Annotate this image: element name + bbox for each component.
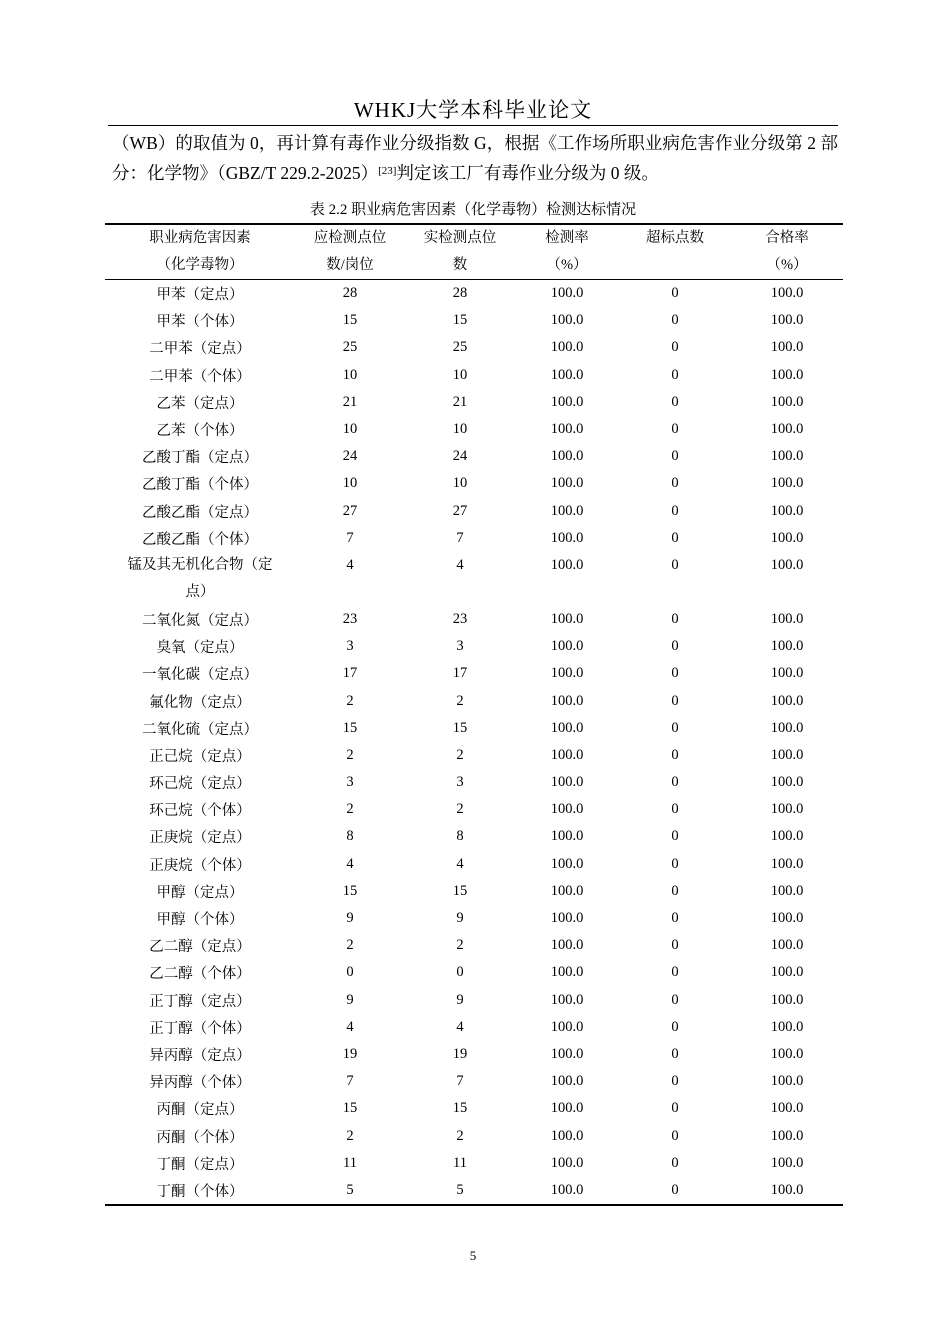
required-points-cell: 9 (346, 991, 354, 1008)
actual-points-cell: 7 (456, 1073, 464, 1090)
table-row (105, 334, 843, 361)
exceed-points-cell: 0 (671, 421, 679, 438)
required-points-cell: 10 (342, 366, 358, 383)
exceed-points-cell: 0 (671, 1100, 679, 1117)
table-row (105, 987, 843, 1014)
exceed-points-cell: 0 (671, 774, 679, 791)
exceed-points-cell: 0 (671, 1073, 679, 1090)
exceed-points-cell: 0 (671, 393, 679, 410)
required-points-cell: 15 (342, 719, 358, 736)
pass-rate-cell: 100.0 (731, 1177, 843, 1205)
actual-points-cell: 4 (456, 1018, 464, 1035)
factor-cell: 二甲苯（定点） (149, 341, 251, 358)
table-row (105, 362, 843, 389)
actual-points-cell: 21 (452, 393, 468, 410)
header-exceed-points-sub (619, 252, 731, 280)
table-caption: 表 2.2 职业病危害因素（化学毒物）检测达标情况 (309, 202, 637, 218)
actual-points-cell: 7 (456, 529, 464, 546)
factor-cell: 环己烷（个体） (149, 803, 251, 820)
header-required-points: 应检测点位 (295, 224, 405, 252)
factor-cell: 丙酮（定点） (156, 1102, 244, 1119)
required-points-cell: 11 (343, 1154, 357, 1171)
exceed-points-cell: 0 (671, 1154, 679, 1171)
table-row (105, 905, 843, 932)
required-points-cell: 15 (342, 882, 358, 899)
detection-rate-cell: 100.0 (550, 1045, 584, 1062)
detection-rate-cell: 100.0 (550, 1127, 584, 1144)
factor-cell: 异丙醇（个体） (149, 1075, 251, 1092)
detection-rate-cell: 100.0 (550, 746, 584, 763)
detection-rate-cell: 100.0 (550, 1100, 584, 1117)
actual-points-cell: 0 (456, 964, 464, 981)
actual-points-cell: 19 (452, 1045, 468, 1062)
detection-rate-cell: 100.0 (550, 964, 584, 981)
exceed-points-cell: 0 (671, 339, 679, 356)
document-header: WHKJ大学本科毕业论文 (353, 98, 593, 122)
detection-rate-cell: 100.0 (550, 312, 584, 329)
table-header-row (105, 224, 843, 252)
detection-rate-cell: 100.0 (550, 421, 584, 438)
factor-cell: 正丁醇（个体） (149, 1020, 251, 1037)
exceed-points-cell: 0 (671, 1018, 679, 1035)
pass-rate-cell: 100.0 (770, 774, 804, 791)
detection-rate-cell: 100.0 (550, 1073, 584, 1090)
exceed-points-cell: 0 (671, 312, 679, 329)
header-actual-points: 实检测点位 (405, 224, 515, 252)
pass-rate-cell: 100.0 (770, 1154, 804, 1171)
actual-points-cell: 9 (456, 991, 464, 1008)
exceed-points-cell: 0 (671, 638, 679, 655)
detection-rate-cell: 100.0 (550, 692, 584, 709)
header-rule (108, 125, 838, 126)
header-detection-rate-sub: （%） (515, 252, 619, 280)
required-points-cell: 9 (346, 910, 354, 927)
factor-cell: 正己烷（定点） (149, 748, 251, 765)
pass-rate-cell: 100.0 (770, 393, 804, 410)
pass-rate-cell: 100.0 (770, 1045, 804, 1062)
pass-rate-cell: 100.0 (770, 285, 804, 302)
detection-rate-cell: 100.0 (550, 610, 584, 627)
exceed-points-cell: 0 (671, 828, 679, 845)
exceed-points-cell: 0 (671, 448, 679, 465)
exceed-points-cell: 0 (671, 692, 679, 709)
factor-cell: 乙酸丁酯（定点） (142, 450, 258, 467)
actual-points-cell: 24 (452, 448, 468, 465)
factor-cell: 环己烷（定点） (149, 776, 251, 793)
body-paragraph (112, 128, 838, 188)
exceed-points-cell: 0 (671, 964, 679, 981)
actual-points-cell: 2 (456, 1127, 464, 1144)
header-pass-rate-sub: （%） (731, 252, 843, 280)
table-row (105, 1122, 843, 1149)
actual-points-cell: 17 (452, 665, 468, 682)
table-row (105, 389, 843, 416)
pass-rate-cell: 100.0 (770, 665, 804, 682)
detection-rate-cell: 100.0 (515, 1177, 619, 1205)
pass-rate-cell: 100.0 (770, 1100, 804, 1117)
pass-rate-cell: 100.0 (770, 991, 804, 1008)
table-row (105, 280, 843, 308)
pass-rate-cell: 100.0 (770, 475, 804, 492)
pass-rate-cell: 100.0 (770, 610, 804, 627)
exceed-points-cell: 0 (671, 1127, 679, 1144)
header-factor: 职业病危害因素 (105, 224, 295, 252)
factor-cell: 甲醇（个体） (156, 912, 244, 929)
table-row (105, 796, 843, 823)
pass-rate-cell: 100.0 (770, 692, 804, 709)
page-number: 5 (469, 1248, 477, 1263)
exceed-points-cell: 0 (671, 366, 679, 383)
pass-rate-cell: 100.0 (770, 339, 804, 356)
actual-points-cell: 8 (456, 828, 464, 845)
detection-rate-cell: 100.0 (550, 801, 584, 818)
required-points-cell: 25 (342, 339, 358, 356)
exceed-points-cell: 0 (671, 610, 679, 627)
actual-points-cell: 10 (452, 421, 468, 438)
exceed-points-cell: 0 (671, 556, 679, 573)
actual-points-cell: 27 (452, 502, 468, 519)
table-row (105, 1177, 843, 1205)
required-points-cell: 17 (342, 665, 358, 682)
required-points-cell: 19 (342, 1045, 358, 1062)
pass-rate-cell: 100.0 (770, 366, 804, 383)
factor-cell: 二氧化氮（定点） (142, 612, 258, 629)
exceed-points-cell: 0 (671, 882, 679, 899)
detection-rate-cell: 100.0 (550, 937, 584, 954)
exceed-points-cell: 0 (619, 1177, 731, 1205)
pass-rate-cell: 100.0 (770, 882, 804, 899)
factor-cell: 二甲苯（个体） (149, 368, 251, 385)
exceed-points-cell: 0 (671, 855, 679, 872)
pass-rate-cell: 100.0 (770, 801, 804, 818)
detection-rate-cell: 100.0 (550, 339, 584, 356)
exceed-points-cell: 0 (671, 991, 679, 1008)
pass-rate-cell: 100.0 (770, 1073, 804, 1090)
required-points-cell: 15 (342, 312, 358, 329)
actual-points-cell: 10 (452, 475, 468, 492)
table-row (105, 416, 843, 443)
table-row (105, 851, 843, 878)
factor-cell: 甲苯（个体） (156, 314, 244, 331)
table-row (105, 1068, 843, 1095)
header-factor-sub: （化学毒物） (105, 252, 295, 280)
exceed-points-cell: 0 (671, 529, 679, 546)
pass-rate-cell: 100.0 (770, 910, 804, 927)
table-header-row-2 (105, 252, 843, 280)
pass-rate-cell: 100.0 (770, 937, 804, 954)
exceed-points-cell: 0 (671, 719, 679, 736)
required-points-cell: 2 (346, 1127, 354, 1144)
detection-rate-cell: 100.0 (550, 285, 584, 302)
pass-rate-cell: 100.0 (770, 421, 804, 438)
factor-cell: 乙酸乙酯（个体） (142, 531, 258, 548)
pass-rate-cell: 100.0 (770, 556, 804, 573)
factor-cell: 乙二醇（定点） (149, 939, 251, 956)
actual-points-cell: 10 (452, 366, 468, 383)
detection-rate-cell: 100.0 (550, 502, 584, 519)
detection-rate-cell: 100.0 (550, 1018, 584, 1035)
table-row (105, 959, 843, 986)
actual-points-cell: 2 (456, 937, 464, 954)
detection-rate-cell: 100.0 (550, 475, 584, 492)
table-row (105, 878, 843, 905)
detection-table (105, 223, 843, 1206)
factor-cell: 一氧化碳（定点） (142, 667, 258, 684)
required-points-cell: 5 (295, 1177, 405, 1205)
actual-points-cell: 4 (456, 855, 464, 872)
detection-rate-cell: 100.0 (550, 665, 584, 682)
required-points-cell: 2 (346, 801, 354, 818)
actual-points-cell: 2 (456, 746, 464, 763)
required-points-cell: 4 (346, 855, 354, 872)
detection-rate-cell: 100.0 (550, 991, 584, 1008)
detection-rate-cell: 100.0 (550, 828, 584, 845)
table-row (105, 470, 843, 497)
required-points-cell: 15 (342, 1100, 358, 1117)
actual-points-cell: 3 (456, 638, 464, 655)
detection-rate-cell: 100.0 (550, 529, 584, 546)
pass-rate-cell: 100.0 (770, 964, 804, 981)
required-points-cell: 2 (346, 937, 354, 954)
exceed-points-cell: 0 (671, 475, 679, 492)
factor-cell: 乙苯（定点） (156, 395, 244, 412)
actual-points-cell: 3 (456, 774, 464, 791)
paragraph-text: （WB）的取值为 0，再计算有毒作业分级指数 G，根据《工作场所职业病危害作业分级第 2 部分：化学物》（GBZ/T 229.2-2025） (112, 133, 838, 183)
table-row (105, 552, 843, 606)
exceed-points-cell: 0 (671, 285, 679, 302)
required-points-cell: 4 (346, 1018, 354, 1035)
required-points-cell: 0 (346, 964, 354, 981)
actual-points-cell: 5 (405, 1177, 515, 1205)
detection-rate-cell: 100.0 (550, 910, 584, 927)
pass-rate-cell: 100.0 (770, 529, 804, 546)
required-points-cell: 7 (346, 529, 354, 546)
pass-rate-cell: 100.0 (770, 855, 804, 872)
table-row (105, 633, 843, 660)
actual-points-cell: 11 (453, 1154, 467, 1171)
table-row (105, 525, 843, 552)
actual-points-cell: 25 (452, 339, 468, 356)
factor-cell: 乙酸丁酯（个体） (142, 477, 258, 494)
required-points-cell: 3 (346, 774, 354, 791)
table-row (105, 1014, 843, 1041)
pass-rate-cell: 100.0 (770, 638, 804, 655)
detection-rate-cell: 100.0 (550, 448, 584, 465)
header-detection-rate: 检测率 (515, 224, 619, 252)
paragraph-text-end: 判定该工厂有毒作业分级为 0 级。 (396, 163, 659, 183)
detection-rate-cell: 100.0 (550, 393, 584, 410)
table-row (105, 660, 843, 687)
factor-cell: 甲苯（定点） (156, 287, 244, 304)
detection-rate-cell: 100.0 (550, 882, 584, 899)
required-points-cell: 8 (346, 828, 354, 845)
required-points-cell: 27 (342, 502, 358, 519)
factor-cell: 臭氧（定点） (156, 640, 244, 657)
required-points-cell: 24 (342, 448, 358, 465)
required-points-cell: 7 (346, 1073, 354, 1090)
header-actual-points-sub: 数 (405, 252, 515, 280)
actual-points-cell: 9 (456, 910, 464, 927)
table-row (105, 606, 843, 633)
actual-points-cell: 15 (452, 882, 468, 899)
pass-rate-cell: 100.0 (770, 1018, 804, 1035)
detection-rate-cell: 100.0 (550, 366, 584, 383)
factor-cell: 二氧化硫（定点） (142, 721, 258, 738)
required-points-cell: 10 (342, 421, 358, 438)
factor-cell: 丁酮（定点） (156, 1156, 244, 1173)
factor-cell: 异丙醇（定点） (149, 1047, 251, 1064)
required-points-cell: 2 (346, 692, 354, 709)
pass-rate-cell: 100.0 (770, 312, 804, 329)
actual-points-cell: 15 (452, 312, 468, 329)
reference-marker: [23] (378, 165, 397, 177)
factor-cell: 乙苯（个体） (156, 423, 244, 440)
required-points-cell: 10 (342, 475, 358, 492)
detection-rate-cell: 100.0 (550, 855, 584, 872)
header-required-points-sub: 数/岗位 (295, 252, 405, 280)
actual-points-cell: 15 (452, 1100, 468, 1117)
pass-rate-cell: 100.0 (770, 746, 804, 763)
table-row (105, 715, 843, 742)
table-row (105, 742, 843, 769)
exceed-points-cell: 0 (671, 502, 679, 519)
factor-cell: 甲醇（定点） (156, 884, 244, 901)
pass-rate-cell: 100.0 (770, 828, 804, 845)
pass-rate-cell: 100.0 (770, 1127, 804, 1144)
table-body (105, 280, 843, 1206)
detection-rate-cell: 100.0 (550, 774, 584, 791)
actual-points-cell: 15 (452, 719, 468, 736)
exceed-points-cell: 0 (671, 937, 679, 954)
factor-cell: 丁酮（个体） (105, 1177, 295, 1205)
actual-points-cell: 2 (456, 801, 464, 818)
table-row (105, 823, 843, 850)
table-row (105, 1150, 843, 1177)
exceed-points-cell: 0 (671, 746, 679, 763)
pass-rate-cell: 100.0 (770, 719, 804, 736)
pass-rate-cell: 100.0 (770, 448, 804, 465)
factor-cell: 氟化物（定点） (149, 694, 251, 711)
required-points-cell: 3 (346, 638, 354, 655)
required-points-cell: 4 (346, 556, 354, 573)
actual-points-cell: 4 (456, 556, 464, 573)
factor-cell: 锰及其无机化合物（定点） (127, 556, 273, 600)
actual-points-cell: 2 (456, 692, 464, 709)
table-row (105, 498, 843, 525)
table-row (105, 932, 843, 959)
factor-cell: 乙酸乙酯（定点） (142, 504, 258, 521)
detection-rate-cell: 100.0 (550, 719, 584, 736)
required-points-cell: 2 (346, 746, 354, 763)
actual-points-cell: 28 (452, 285, 468, 302)
factor-cell: 乙二醇（个体） (149, 966, 251, 983)
actual-points-cell: 23 (452, 610, 468, 627)
header-exceed-points: 超标点数 (619, 224, 731, 252)
table-row (105, 1041, 843, 1068)
required-points-cell: 23 (342, 610, 358, 627)
factor-cell: 正庚烷（定点） (149, 830, 251, 847)
exceed-points-cell: 0 (671, 665, 679, 682)
header-pass-rate: 合格率 (731, 224, 843, 252)
exceed-points-cell: 0 (671, 1045, 679, 1062)
table-row (105, 307, 843, 334)
table-row (105, 443, 843, 470)
table-row (105, 1095, 843, 1122)
table-row (105, 687, 843, 714)
exceed-points-cell: 0 (671, 910, 679, 927)
detection-rate-cell: 100.0 (550, 1154, 584, 1171)
pass-rate-cell: 100.0 (770, 502, 804, 519)
factor-cell: 丙酮（个体） (156, 1129, 244, 1146)
exceed-points-cell: 0 (671, 801, 679, 818)
detection-rate-cell: 100.0 (550, 556, 584, 573)
factor-cell: 正庚烷（个体） (149, 857, 251, 874)
factor-cell: 正丁醇（定点） (149, 993, 251, 1010)
detection-rate-cell: 100.0 (550, 638, 584, 655)
table-row (105, 769, 843, 796)
required-points-cell: 28 (342, 285, 358, 302)
required-points-cell: 21 (342, 393, 358, 410)
